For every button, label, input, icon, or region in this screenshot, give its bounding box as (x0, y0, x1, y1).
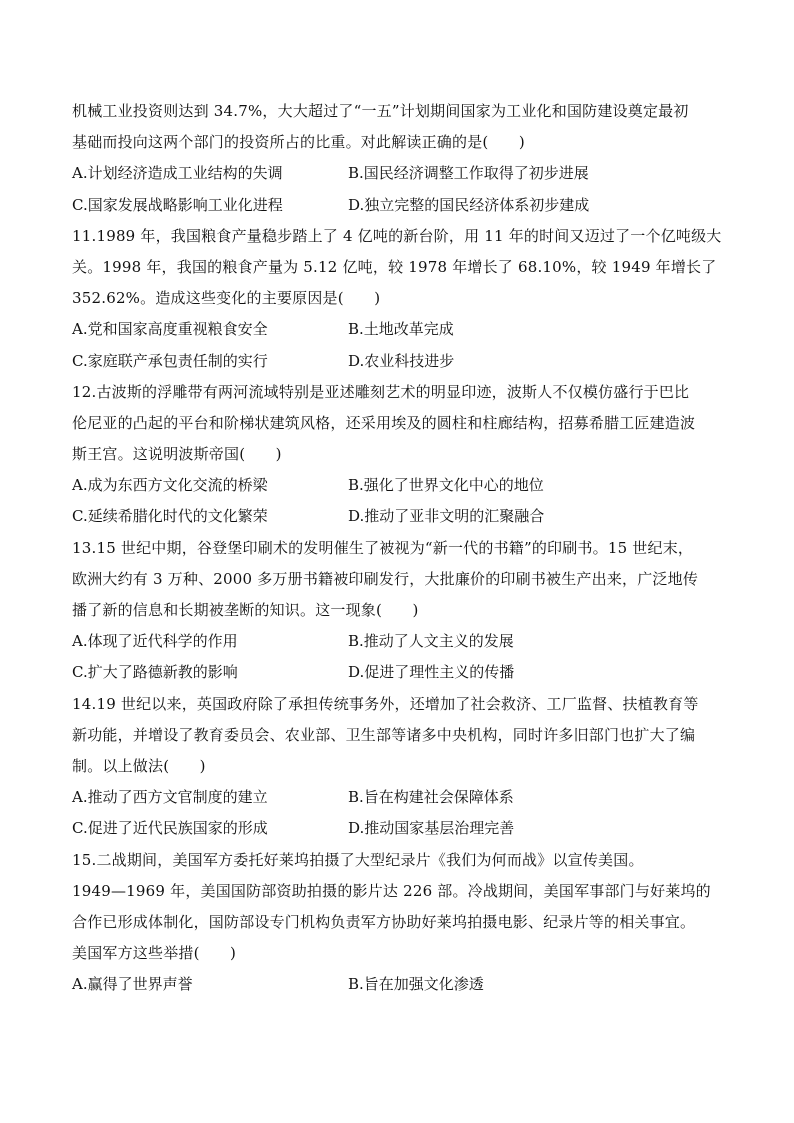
option-c: C.国家发展战略影响工业化进程 (72, 195, 283, 214)
options-row (72, 501, 732, 532)
option-d: D.独立完整的国民经济体系初步建成 (348, 195, 590, 214)
question-stem-line: 基础而投向这两个部门的投资所占的比重。对此解读正确的是( ) (72, 133, 525, 152)
options-row (72, 782, 732, 813)
option-c: C.促进了近代民族国家的形成 (72, 819, 268, 838)
question-13 (72, 533, 732, 689)
question-stem-line: 斯王宫。这说明波斯帝国( ) (72, 445, 282, 464)
option-d: D.农业科技进步 (348, 351, 455, 370)
question-stem-line: 12.古波斯的浮雕带有两河流域特别是亚述雕刻艺术的明显印迹，波斯人不仅模仿盛行于巴比 (72, 382, 690, 401)
option-d: D.推动了亚非文明的汇聚融合 (348, 507, 545, 526)
option-a: A.成为东西方文化交流的桥梁 (72, 476, 268, 495)
question-stem-line: 15.二战期间，美国军方委托好莱坞拍摄了大型纪录片《我们为何而战》以宣传美国。 (72, 850, 644, 869)
option-d: D.推动国家基层治理完善 (348, 819, 515, 838)
options-row (72, 813, 732, 844)
question-stem-line: 播了新的信息和长期被垄断的知识。这一现象( ) (72, 601, 419, 619)
question-15 (72, 845, 732, 1001)
question-stem-line: 欧洲大约有 3 万种、2000 多万册书籍被印刷发行，大批廉价的印刷书被生产出来，广泛地传 (72, 569, 699, 588)
option-b: B.土地改革完成 (348, 320, 454, 339)
options-row (72, 346, 732, 377)
option-a: A.计划经济造成工业结构的失调 (72, 164, 283, 183)
option-a: A.赢得了世界声誉 (72, 975, 193, 994)
option-b: B.推动了人文主义的发展 (348, 632, 514, 651)
options-row (72, 657, 732, 688)
options-row (72, 626, 732, 657)
question-11 (72, 221, 732, 377)
question-12 (72, 377, 732, 533)
option-b: B.旨在构建社会保障体系 (348, 788, 514, 807)
question-stem-line: 伦尼亚的凸起的平台和阶梯状建筑风格，还采用埃及的圆柱和柱廊结构，招募希腊工匠建造波 (72, 413, 696, 432)
question-stem-line: 合作已形成体制化，国防部设专门机构负责军方协助好莱坞拍摄电影、纪录片等的相关事宜。 (72, 912, 696, 931)
question-stem-line: 机械工业投资则达到 34.7%，大大超过了“一五”计划期间国家为工业化和国防建设奠定最初 (72, 102, 689, 120)
question-stem-line: 13.15 世纪中期，谷登堡印刷术的发明催生了被视为“新一代的书籍”的印刷书。15 世纪末， (72, 538, 694, 557)
option-a: A.党和国家高度重视粮食安全 (72, 320, 268, 339)
question-stem-line: 1949—1969 年，美国国防部资助拍摄的影片达 226 部。冷战期间，美国军事部门与好莱坞的 (72, 881, 711, 900)
options-row (72, 158, 732, 189)
question-stem-line: 美国军方这些举措( ) (72, 944, 237, 963)
option-d: D.促进了理性主义的传播 (348, 663, 515, 682)
question-stem-line: 14.19 世纪以来，英国政府除了承担传统事务外，还增加了社会救济、工厂监督、扶植教育等 (72, 694, 699, 713)
question-10 (72, 96, 732, 221)
options-row (72, 314, 732, 345)
question-stem-line: 11.1989 年，我国粮食产量稳步踏上了 4 亿吨的新台阶，用 11 年的时间又迈过了一个亿吨级大 (72, 226, 722, 245)
option-b: B.国民经济调整工作取得了初步进展 (348, 164, 589, 183)
question-stem-line: 新功能，并增设了教育委员会、农业部、卫生部等诸多中央机构，同时许多旧部门也扩大了编 (72, 725, 696, 744)
options-row (72, 470, 732, 501)
question-stem-line: 制。以上做法( ) (72, 756, 206, 775)
option-a: A.推动了西方文官制度的建立 (72, 788, 268, 807)
option-a: A.体现了近代科学的作用 (72, 632, 238, 651)
question-stem-line: 关。1998 年，我国的粮食产量为 5.12 亿吨，较 1978 年增长了 68.10%，较 1949 年增长了 (72, 257, 717, 276)
option-b: B.旨在加强文化渗透 (348, 975, 484, 994)
options-row (72, 969, 732, 1000)
option-c: C.扩大了路德新教的影响 (72, 663, 238, 682)
question-stem-line: 352.62%。造成这些变化的主要原因是( ) (72, 289, 381, 308)
exam-page (72, 96, 732, 1000)
option-c: C.家庭联产承包责任制的实行 (72, 351, 268, 370)
options-row (72, 190, 732, 221)
option-c: C.延续希腊化时代的文化繁荣 (72, 507, 268, 526)
option-b: B.强化了世界文化中心的地位 (348, 476, 544, 495)
question-14 (72, 689, 732, 845)
